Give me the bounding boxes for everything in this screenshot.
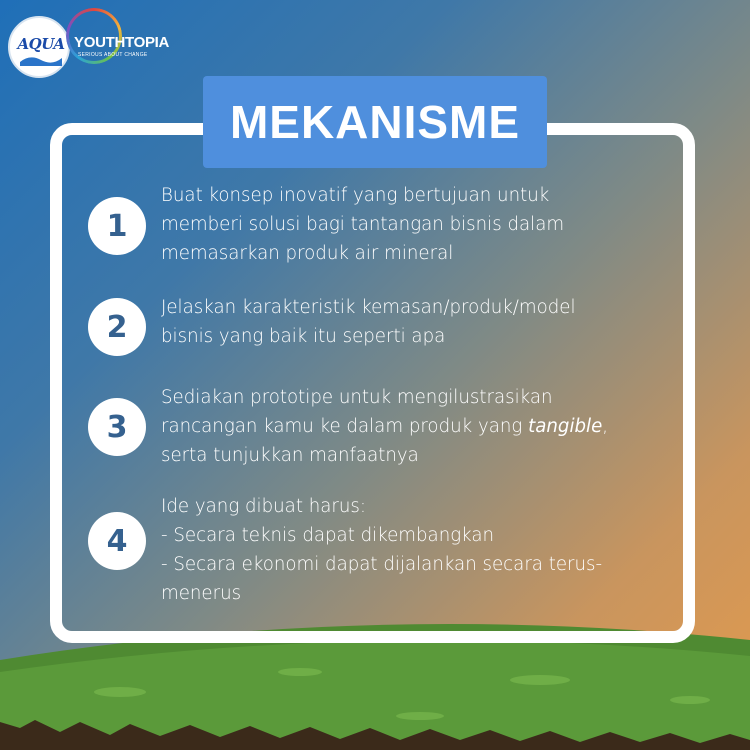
title-box (203, 76, 547, 168)
step-line-part: , (602, 416, 609, 437)
step-line: Buat konsep inovatif yang bertujuan untuk (161, 185, 550, 206)
step-number-badge: 3 (88, 398, 146, 456)
step-number-badge: 2 (88, 298, 146, 356)
step-line-part: rancangan kamu ke dalam produk yang (161, 416, 529, 437)
step-line: - Secara teknis dapat dikembangkan (161, 525, 495, 546)
step-text (161, 293, 631, 351)
step-text (161, 492, 631, 608)
aqua-wave-icon (20, 54, 62, 66)
youthtopia-tagline: SERIOUS ABOUT CHANGE (78, 52, 148, 58)
step-line-italic-part: tangible (528, 416, 603, 437)
step-line: Sediakan prototipe untuk mengilustrasikan (161, 387, 553, 408)
step-line: Jelaskan karakteristik kemasan/produk/model (161, 297, 576, 318)
step-line: - Secara ekonomi dapat dijalankan secara terus- (161, 554, 603, 575)
step-line: memberi solusi bagi tantangan bisnis dalam (161, 214, 565, 235)
aqua-logo (8, 16, 70, 78)
page-title: MEKANISME (229, 96, 521, 148)
youthtopia-logo-text: YOUTHTOPIA (74, 34, 170, 51)
step-line: menerus (161, 583, 242, 604)
step-line: Ide yang dibuat harus: (161, 496, 367, 517)
step-line: memasarkan produk air mineral (161, 243, 454, 264)
step-line: bisnis yang baik itu seperti apa (161, 326, 446, 347)
aqua-logo-text: AQUA (17, 35, 65, 53)
step-line: serta tunjukkan manfaatnya (161, 445, 419, 466)
step-text (161, 181, 631, 268)
step-number-badge: 1 (88, 197, 146, 255)
step-number-badge: 4 (88, 512, 146, 570)
step-line-mixed (161, 412, 631, 441)
step-text (161, 383, 631, 470)
